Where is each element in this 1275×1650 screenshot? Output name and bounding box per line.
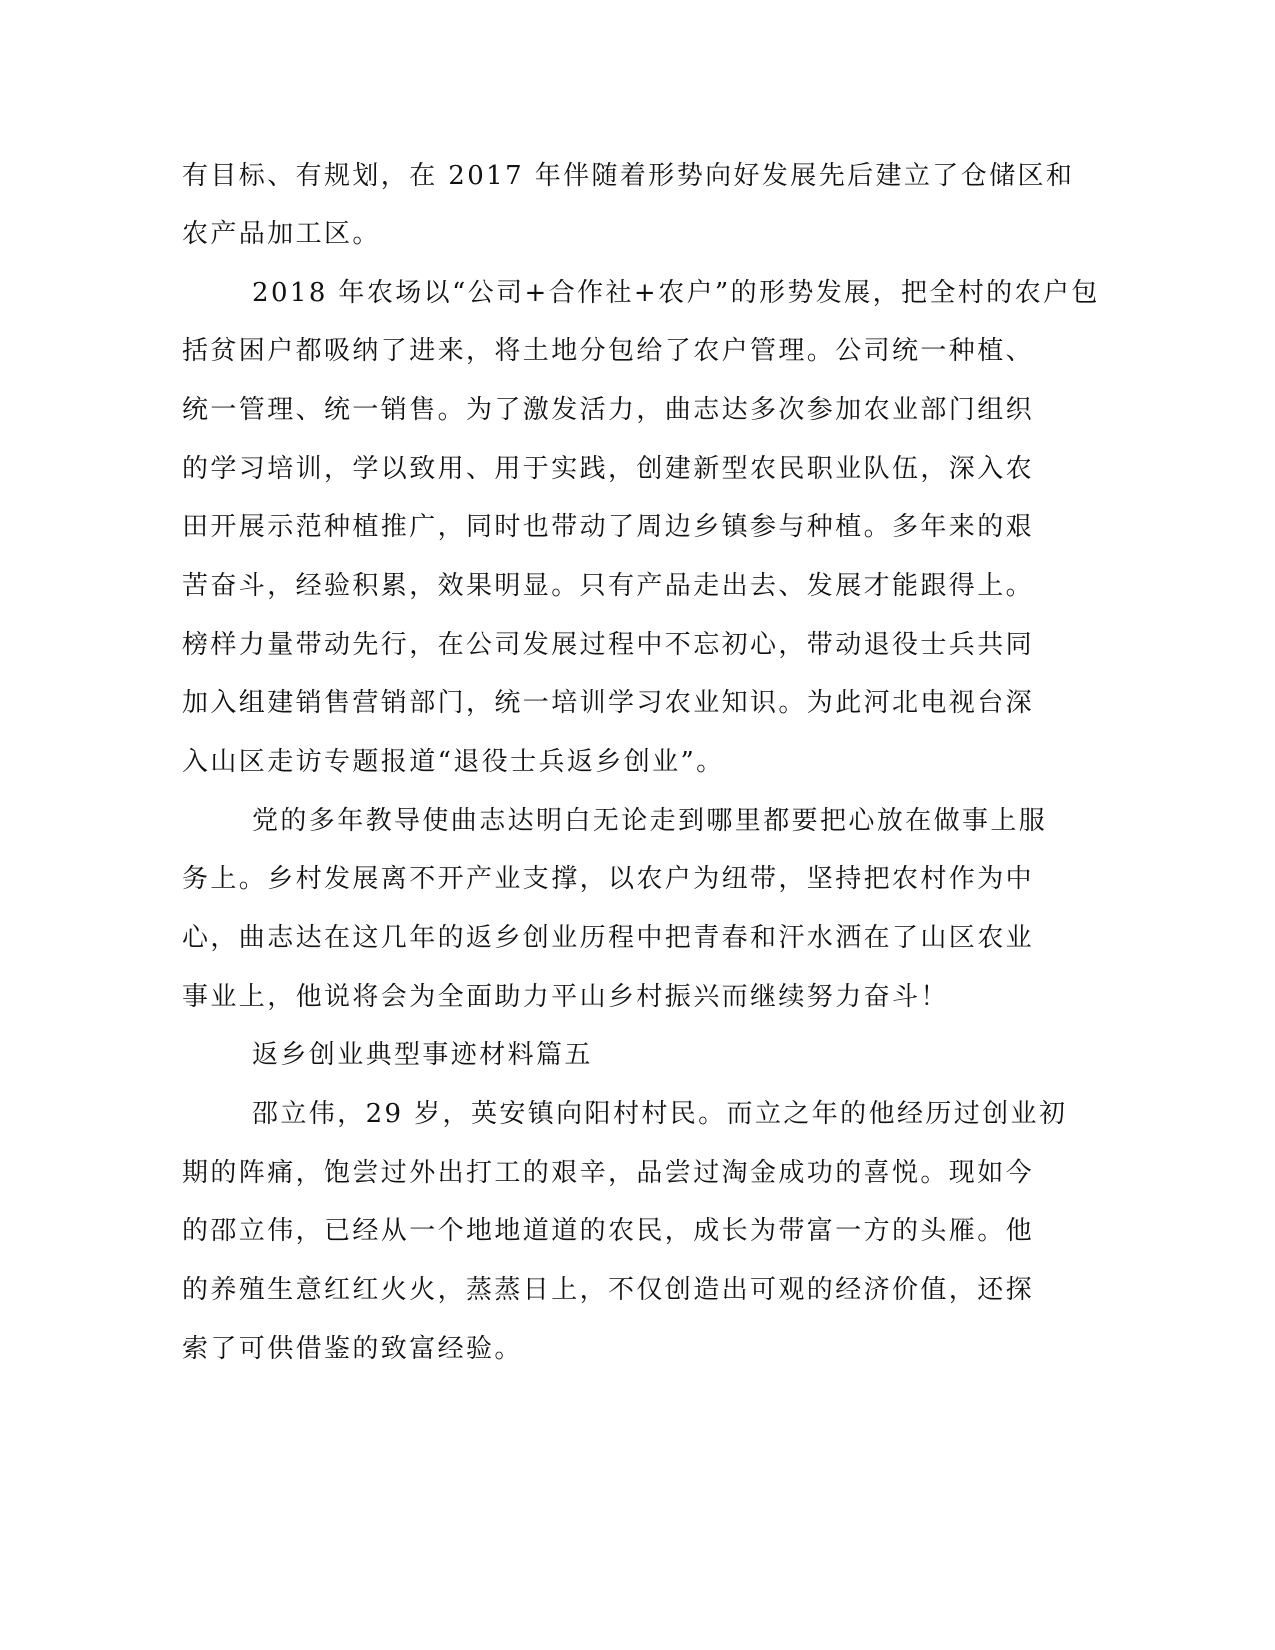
text-line: 榜样力量带动先行，在公司发展过程中不忘初心，带动退役士兵共同	[182, 630, 1035, 660]
text-line: 务上。乡村发展离不开产业支撑，以农户为纽带，坚持把农村作为中	[182, 864, 1035, 894]
paragraph-first-line: 2018 年农场以“公司+合作社+农户”的形势发展，把全村的农户包	[252, 278, 1100, 308]
text-line: 心，曲志达在这几年的返乡创业历程中把青春和汗水洒在了山区农业	[182, 923, 1035, 953]
text-line: 加入组建销售营销部门，统一培训学习农业知识。为此河北电视台深	[182, 688, 1035, 718]
text-line: 期的阵痛，饱尝过外出打工的艰辛，品尝过淘金成功的喜悦。现如今	[182, 1158, 1035, 1188]
text-line: 入山区走访专题报道“退役士兵返乡创业”。	[182, 747, 725, 777]
paragraph-first-line: 邵立伟，29 岁，英安镇向阳村村民。而立之年的他经历过创业初	[252, 1099, 1068, 1129]
text-line: 有目标、有规划，在 2017 年伴随着形势向好发展先后建立了仓储区和	[182, 161, 1075, 191]
paragraph-first-line: 党的多年教导使曲志达明白无论走到哪里都要把心放在做事上服	[252, 806, 1048, 836]
text-line: 事业上，他说将会为全面助力平山乡村振兴而继续努力奋斗！	[182, 982, 949, 1012]
text-line: 索了可供借鉴的致富经验。	[182, 1334, 523, 1364]
text-line: 农产品加工区。	[182, 219, 381, 249]
text-line: 的邵立伟，已经从一个地地道道的农民，成长为带富一方的头雁。他	[182, 1216, 1035, 1246]
text-line: 的学习培训，学以致用、用于实践，创建新型农民职业队伍，深入农	[182, 454, 1035, 484]
text-line: 的养殖生意红红火火，蒸蒸日上，不仅创造出可观的经济价值，还探	[182, 1275, 1035, 1305]
text-line: 括贫困户都吸纳了进来，将土地分包给了农户管理。公司统一种植、	[182, 336, 1035, 366]
section-heading: 返乡创业典型事迹材料篇五	[252, 1040, 593, 1070]
text-line: 田开展示范种植推广，同时也带动了周边乡镇参与种植。多年来的艰	[182, 512, 1035, 542]
text-line: 苦奋斗，经验积累，效果明显。只有产品走出去、发展才能跟得上。	[182, 571, 1035, 601]
text-line: 统一管理、统一销售。为了激发活力，曲志达多次参加农业部门组织	[182, 395, 1035, 425]
